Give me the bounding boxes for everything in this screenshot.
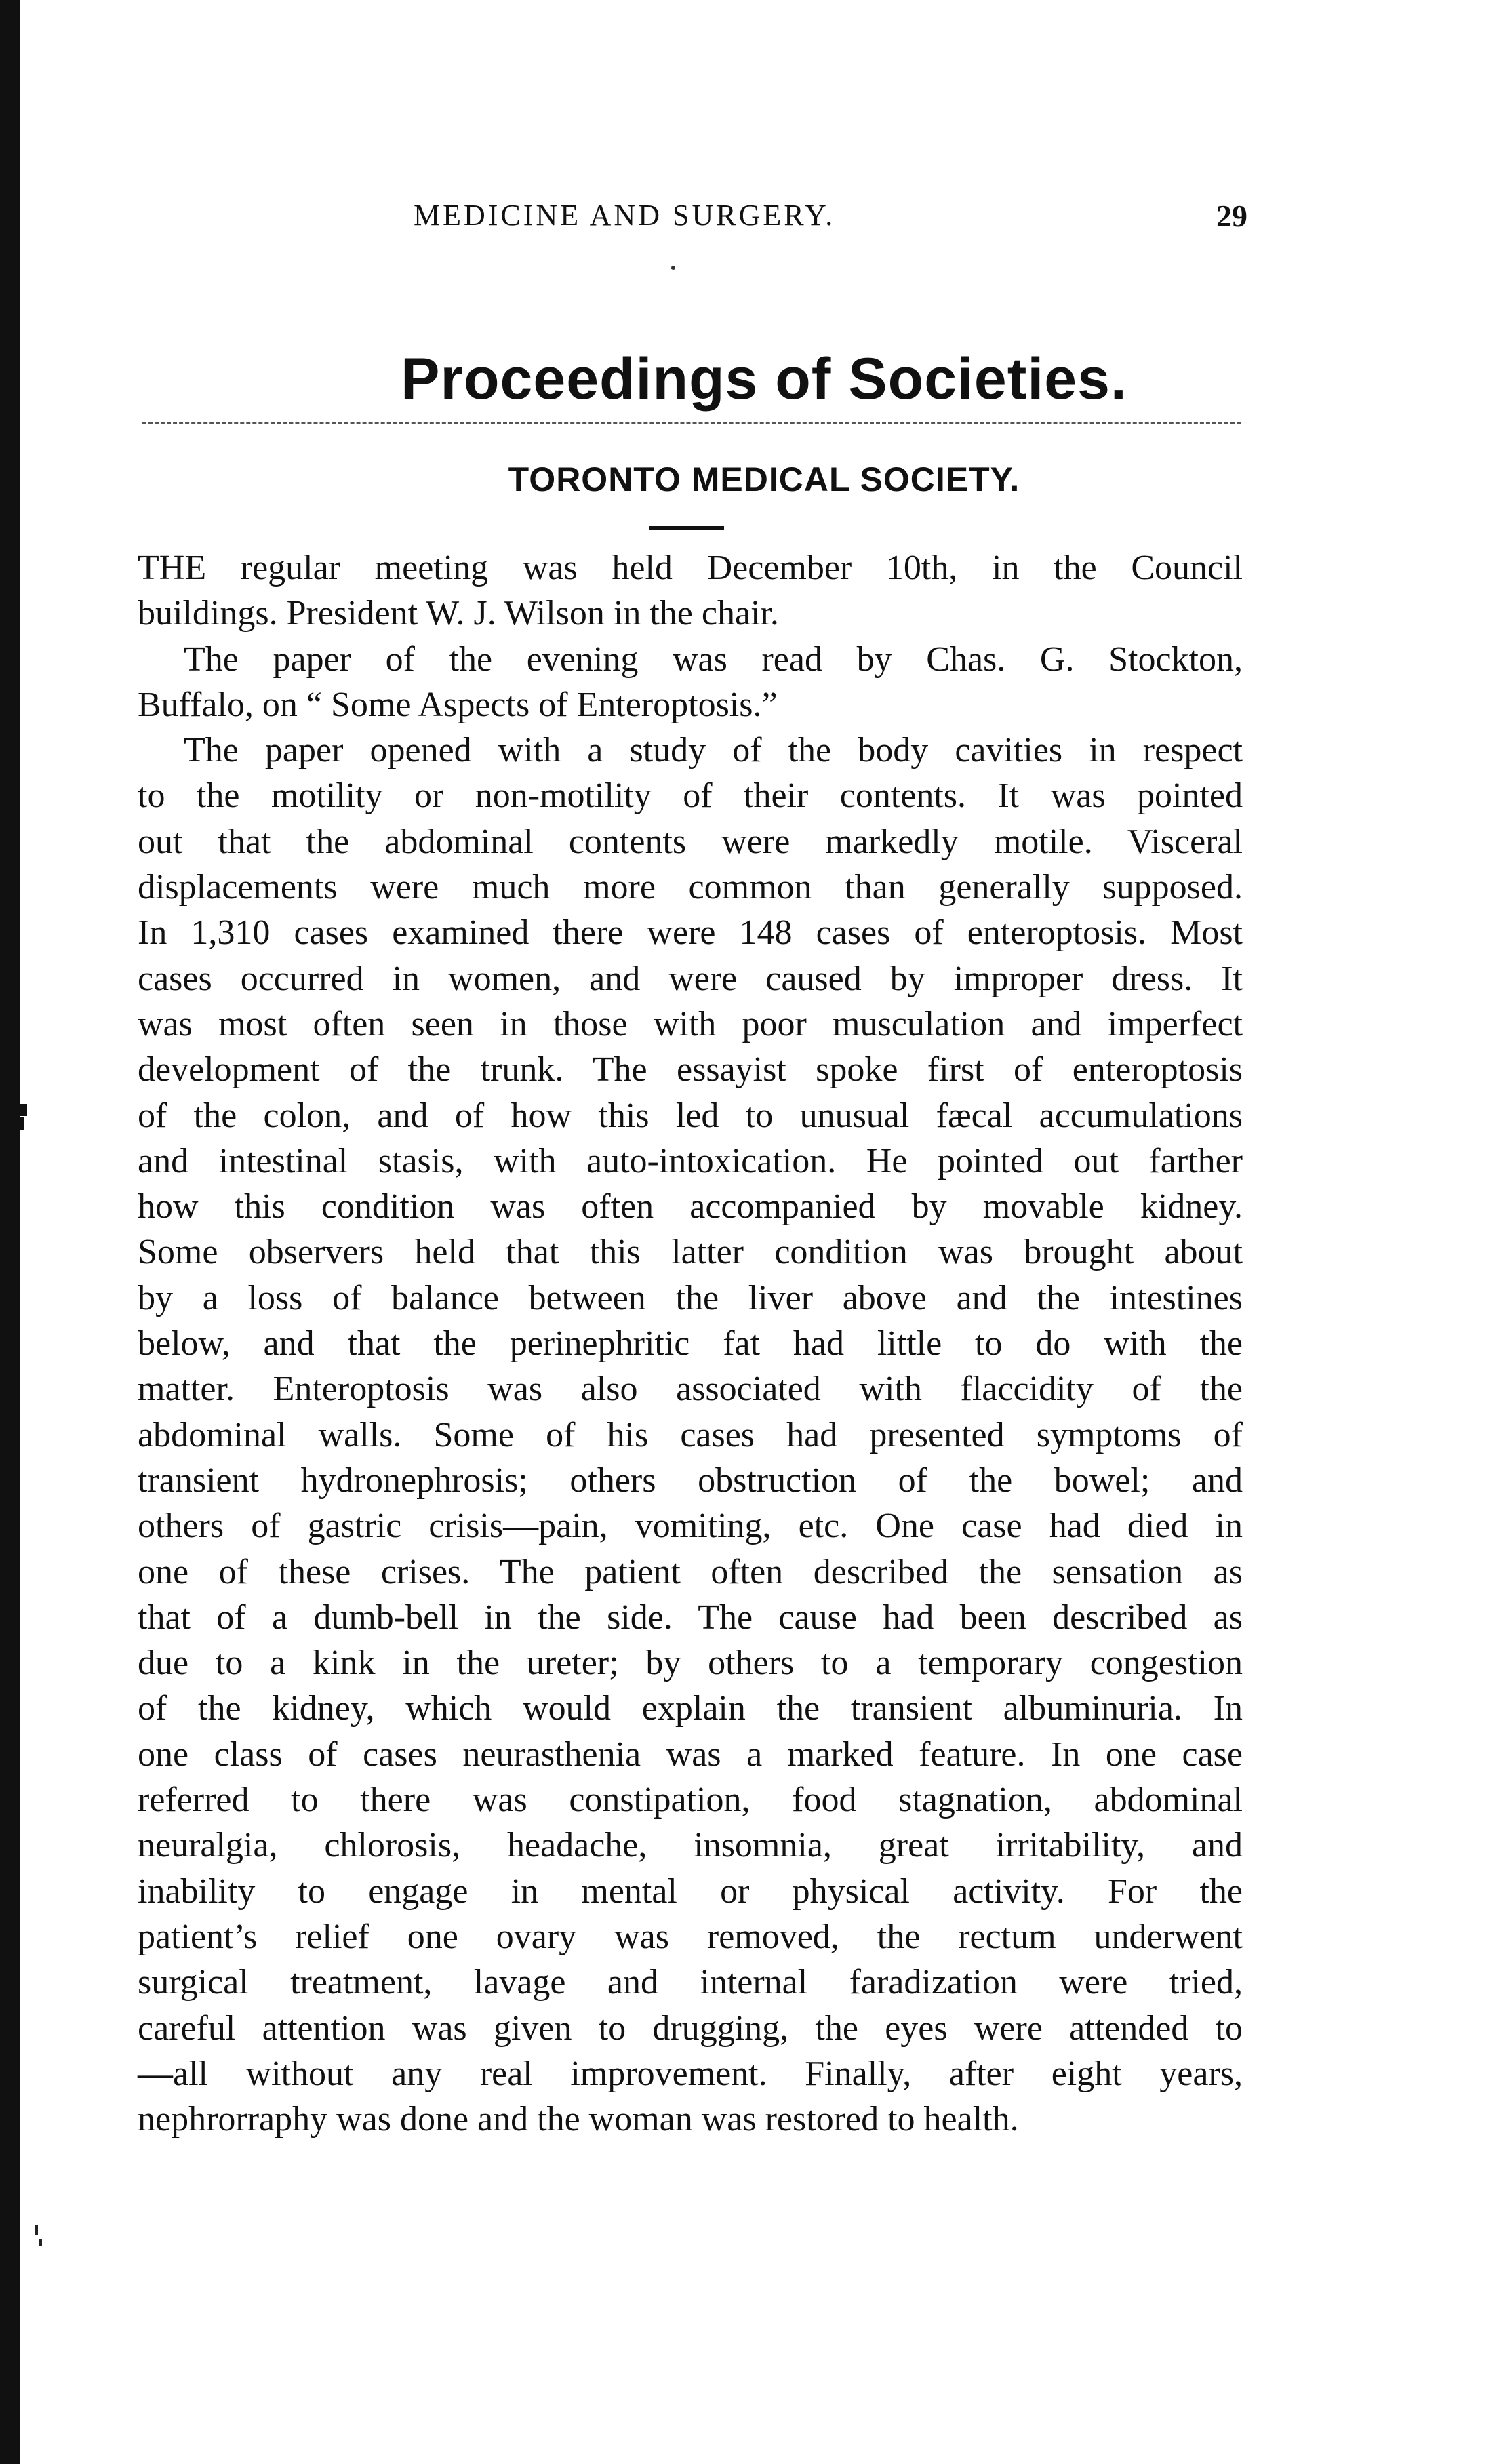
text-line: surgical treatment, lavage and internal faradization were tried,: [138, 1963, 1243, 2002]
text-line: due to a kink in the ureter; by others to a temporary congestion: [138, 1644, 1243, 1683]
text-line: of the colon, and of how this led to unusual fæcal accumulations: [138, 1096, 1243, 1135]
text-line: of the kidney, which would explain the transient albuminuria. In: [138, 1689, 1243, 1728]
article-body: [138, 545, 1243, 2142]
text-line: abdominal walls. Some of his cases had presented symptoms of: [138, 1415, 1243, 1454]
section-title: Proceedings of Societies.: [401, 346, 1127, 412]
text-line: one of these crises. The patient often described the sensation as: [138, 1552, 1243, 1591]
text-line: inability to engage in mental or physical activity. For the: [138, 1871, 1243, 1911]
running-header: [414, 198, 1247, 239]
text-line: below, and that the perinephritic fat had little to do with the: [138, 1324, 1243, 1364]
text-line: buildings. President W. J. Wilson in the chair.: [138, 594, 779, 633]
text-line: that of a dumb-bell in the side. The cause had been described as: [138, 1597, 1243, 1637]
society-heading: TORONTO MEDICAL SOCIETY.: [508, 460, 1020, 498]
text-line: patient’s relief one ovary was removed, the rectum underwent: [138, 1917, 1243, 1956]
text-line: by a loss of balance between the liver above and the intestines: [138, 1278, 1243, 1317]
text-line: one class of cases neurasthenia was a marked feature. In one case: [138, 1734, 1243, 1774]
text-line: —all without any real improvement. Finally, after eight years,: [138, 2054, 1243, 2093]
text-line: others of gastric crisis—pain, vomiting, etc. One case had died in: [138, 1507, 1243, 1546]
heading-rule: [649, 526, 724, 530]
text-line: careful attention was given to drugging, the eyes were attended to: [138, 2008, 1243, 2048]
text-line: matter. Enteroptosis was also associated with flaccidity of the: [138, 1370, 1243, 1409]
text-line: how this condition was often accompanied by movable kidney.: [138, 1187, 1243, 1227]
text-line: Buffalo, on “ Some Aspects of Enteroptosis.”: [138, 685, 778, 724]
page-number: 29: [1216, 199, 1247, 233]
section-divider: [142, 422, 1241, 424]
text-line: development of the trunk. The essayist spoke first of enteroptosis: [138, 1050, 1243, 1090]
text-line: to the motility or non-motility of their contents. It was pointed: [138, 776, 1243, 816]
text-line: In 1,310 cases examined there were 148 cases of enteroptosis. Most: [138, 913, 1243, 953]
scan-speck: [39, 2239, 42, 2246]
text-line: THE regular meeting was held December 10th, in the Council: [138, 549, 1243, 587]
text-line: cases occurred in women, and were caused by improper dress. It: [138, 959, 1243, 998]
text-line: nephrorraphy was done and the woman was restored to health.: [138, 2100, 1019, 2139]
text-line: The paper of the evening was read by Chas. G. Stockton,: [184, 639, 1243, 679]
text-line: displacements were much more common than generally supposed.: [138, 868, 1243, 907]
running-header-title: MEDICINE AND SURGERY.: [414, 199, 836, 232]
text-line: Some observers held that this latter condition was brought about: [138, 1233, 1243, 1272]
binding-mark: [20, 1117, 24, 1130]
text-line: neuralgia, chlorosis, headache, insomnia, great irritability, and: [138, 1826, 1243, 1865]
text-line: was most often seen in those with poor musculation and imperfect: [138, 1004, 1243, 1044]
ornament-dot: [671, 266, 675, 270]
binding-mark: [20, 1104, 27, 1116]
scan-speck: [35, 2225, 38, 2235]
text-line: transient hydronephrosis; others obstruction of the bowel; and: [138, 1460, 1243, 1500]
text-line: referred to there was constipation, food stagnation, abdominal: [138, 1781, 1243, 1820]
text-line: out that the abdominal contents were markedly motile. Visceral: [138, 822, 1243, 861]
text-line: The paper opened with a study of the body cavities in respect: [184, 731, 1243, 770]
text-line: and intestinal stasis, with auto-intoxication. He pointed out farther: [138, 1141, 1243, 1180]
